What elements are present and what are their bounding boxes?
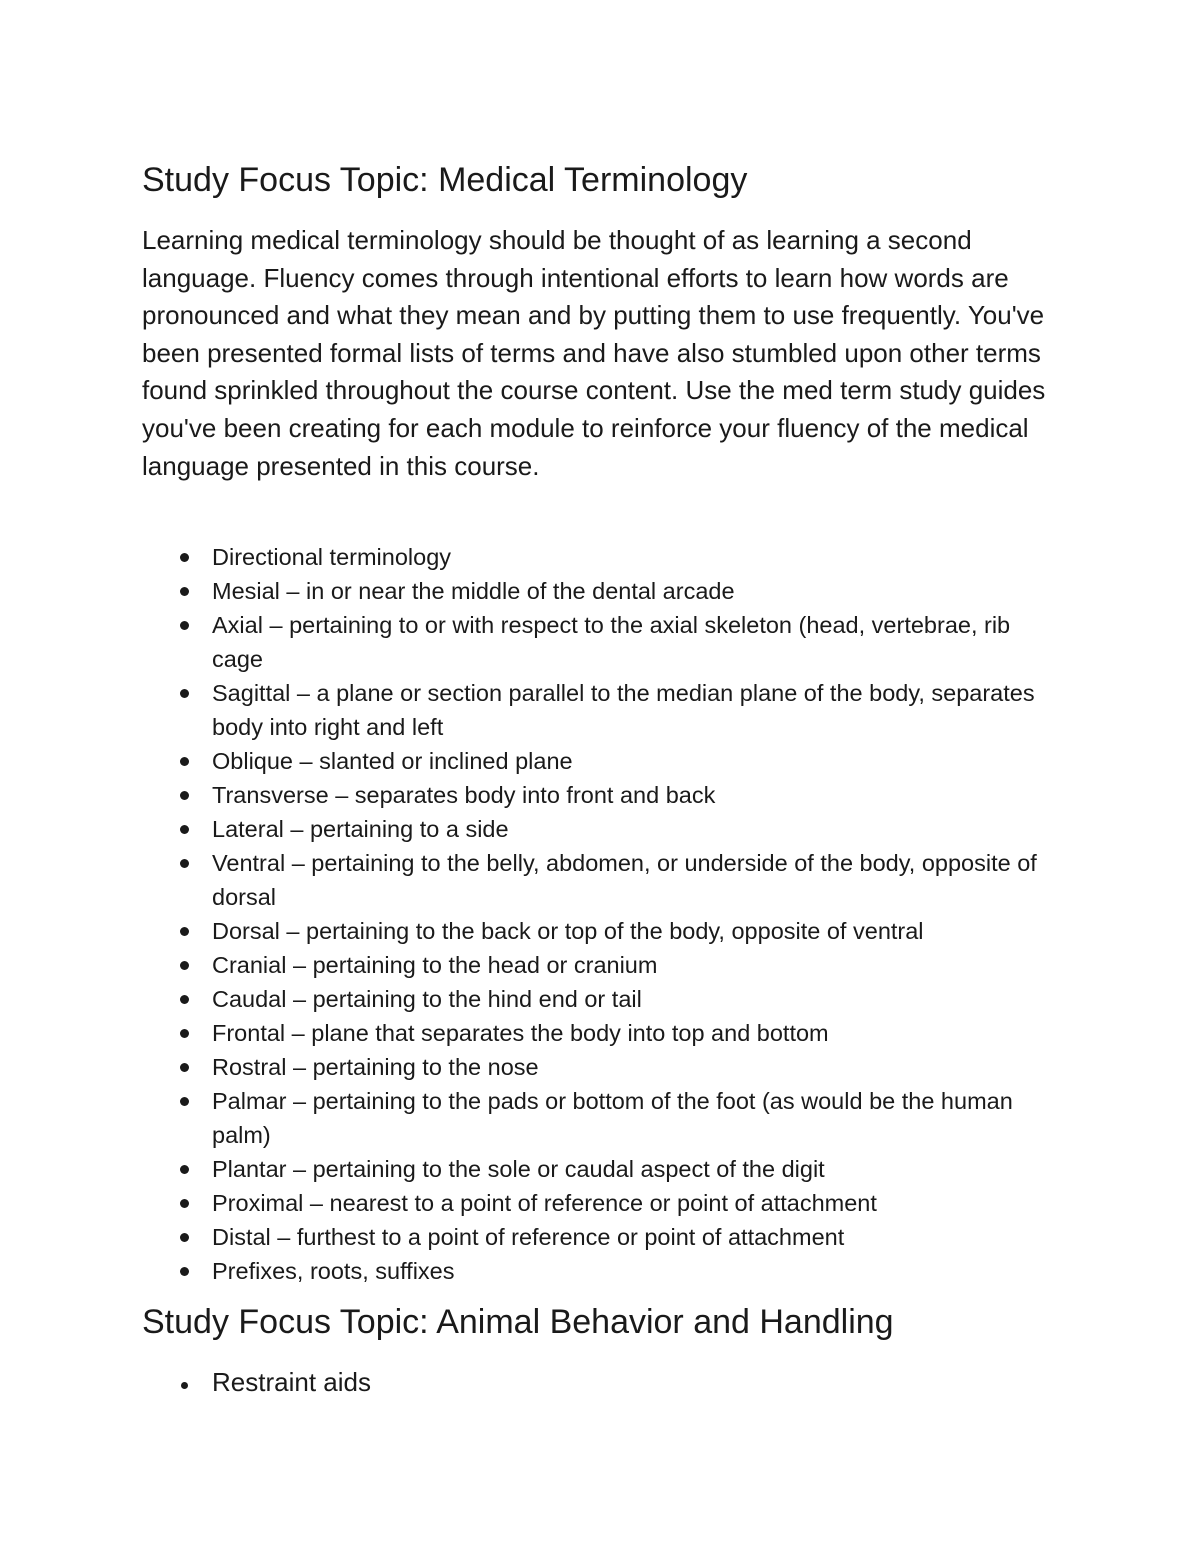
list-item-text: Directional terminology — [212, 544, 452, 570]
list-item-text: Palmar – pertaining to the pads or bottom of the foot (as would be the human palm) — [212, 1088, 1013, 1148]
list-item-text: Oblique – slanted or inclined plane — [212, 748, 573, 774]
list-item — [142, 1220, 1062, 1254]
bullet-icon — [180, 1267, 189, 1276]
bullet-icon — [180, 1199, 189, 1208]
bullet-icon — [180, 961, 189, 970]
bullet-icon — [180, 927, 189, 936]
bullet-icon — [180, 791, 189, 800]
list-item-text: Dorsal – pertaining to the back or top of the body, opposite of ventral — [212, 918, 924, 944]
section-heading-medical-terminology: Study Focus Topic: Medical Terminology — [142, 161, 748, 199]
list-item-text: Proximal – nearest to a point of reference or point of attachment — [212, 1190, 877, 1216]
bullet-icon — [180, 1165, 189, 1174]
list-item — [142, 1186, 1062, 1220]
list-item-text: Restraint aids — [212, 1367, 371, 1397]
list-item — [142, 676, 1062, 744]
list-item — [142, 914, 1062, 948]
list-item — [142, 1254, 1062, 1288]
list-item-text: Frontal – plane that separates the body into top and bottom — [212, 1020, 829, 1046]
list-item — [142, 1364, 1042, 1400]
list-item-text: Axial – pertaining to or with respect to the axial skeleton (head, vertebrae, rib cage — [212, 612, 1011, 672]
list-item — [142, 1152, 1062, 1186]
list-item — [142, 982, 1062, 1016]
list-item-text: Ventral – pertaining to the belly, abdomen, or underside of the body, opposite of dorsal — [212, 850, 1037, 910]
list-item — [142, 608, 1062, 676]
bullet-icon — [180, 757, 189, 766]
section-heading-animal-behavior: Study Focus Topic: Animal Behavior and Handling — [142, 1303, 894, 1341]
bullet-icon — [180, 553, 189, 562]
bullet-icon — [180, 1063, 189, 1072]
bullet-icon — [180, 621, 189, 630]
list-item-text: Prefixes, roots, suffixes — [212, 1258, 455, 1284]
list-item — [142, 574, 1062, 608]
list-item-text: Distal – furthest to a point of reference or point of attachment — [212, 1224, 845, 1250]
intro-paragraph: Learning medical terminology should be thought of as learning a second language. Fluency comes through intentional efforts to learn how words are pronounced and what they mean and by putting them to use frequently. You've been presented formal lists of terms and have also stumbled upon other terms found sprinkled throughout the course content. Use the med term study guides you've been creating for each module to reinforce your fluency of the medical language presented in this course. — [142, 225, 1046, 481]
list-item — [142, 1084, 1062, 1152]
list-item-text: Sagittal – a plane or section parallel to the median plane of the body, separates body into right and left — [212, 680, 1035, 740]
list-item — [142, 846, 1062, 914]
list-item-text: Cranial – pertaining to the head or cranium — [212, 952, 658, 978]
list-item — [142, 948, 1062, 982]
medical-terms-list — [142, 540, 1062, 1288]
bullet-icon — [180, 825, 189, 834]
list-item — [142, 812, 1062, 846]
bullet-icon — [181, 1382, 188, 1389]
list-item — [142, 744, 1062, 778]
list-item-text: Transverse – separates body into front and back — [212, 782, 716, 808]
list-item-text: Rostral – pertaining to the nose — [212, 1054, 539, 1080]
list-item — [142, 1050, 1062, 1084]
bullet-icon — [180, 1029, 189, 1038]
list-item — [142, 778, 1062, 812]
bullet-icon — [180, 1233, 189, 1242]
bullet-icon — [180, 859, 189, 868]
list-item — [142, 1016, 1062, 1050]
bullet-icon — [180, 587, 189, 596]
bullet-icon — [180, 1097, 189, 1106]
list-item-text: Mesial – in or near the middle of the dental arcade — [212, 578, 735, 604]
animal-behavior-list — [142, 1364, 1042, 1400]
list-item-text: Lateral – pertaining to a side — [212, 816, 509, 842]
bullet-icon — [180, 689, 189, 698]
list-item — [142, 540, 1062, 574]
list-item-text: Plantar – pertaining to the sole or caudal aspect of the digit — [212, 1156, 825, 1182]
list-item-text: Caudal – pertaining to the hind end or tail — [212, 986, 642, 1012]
bullet-icon — [180, 995, 189, 1004]
